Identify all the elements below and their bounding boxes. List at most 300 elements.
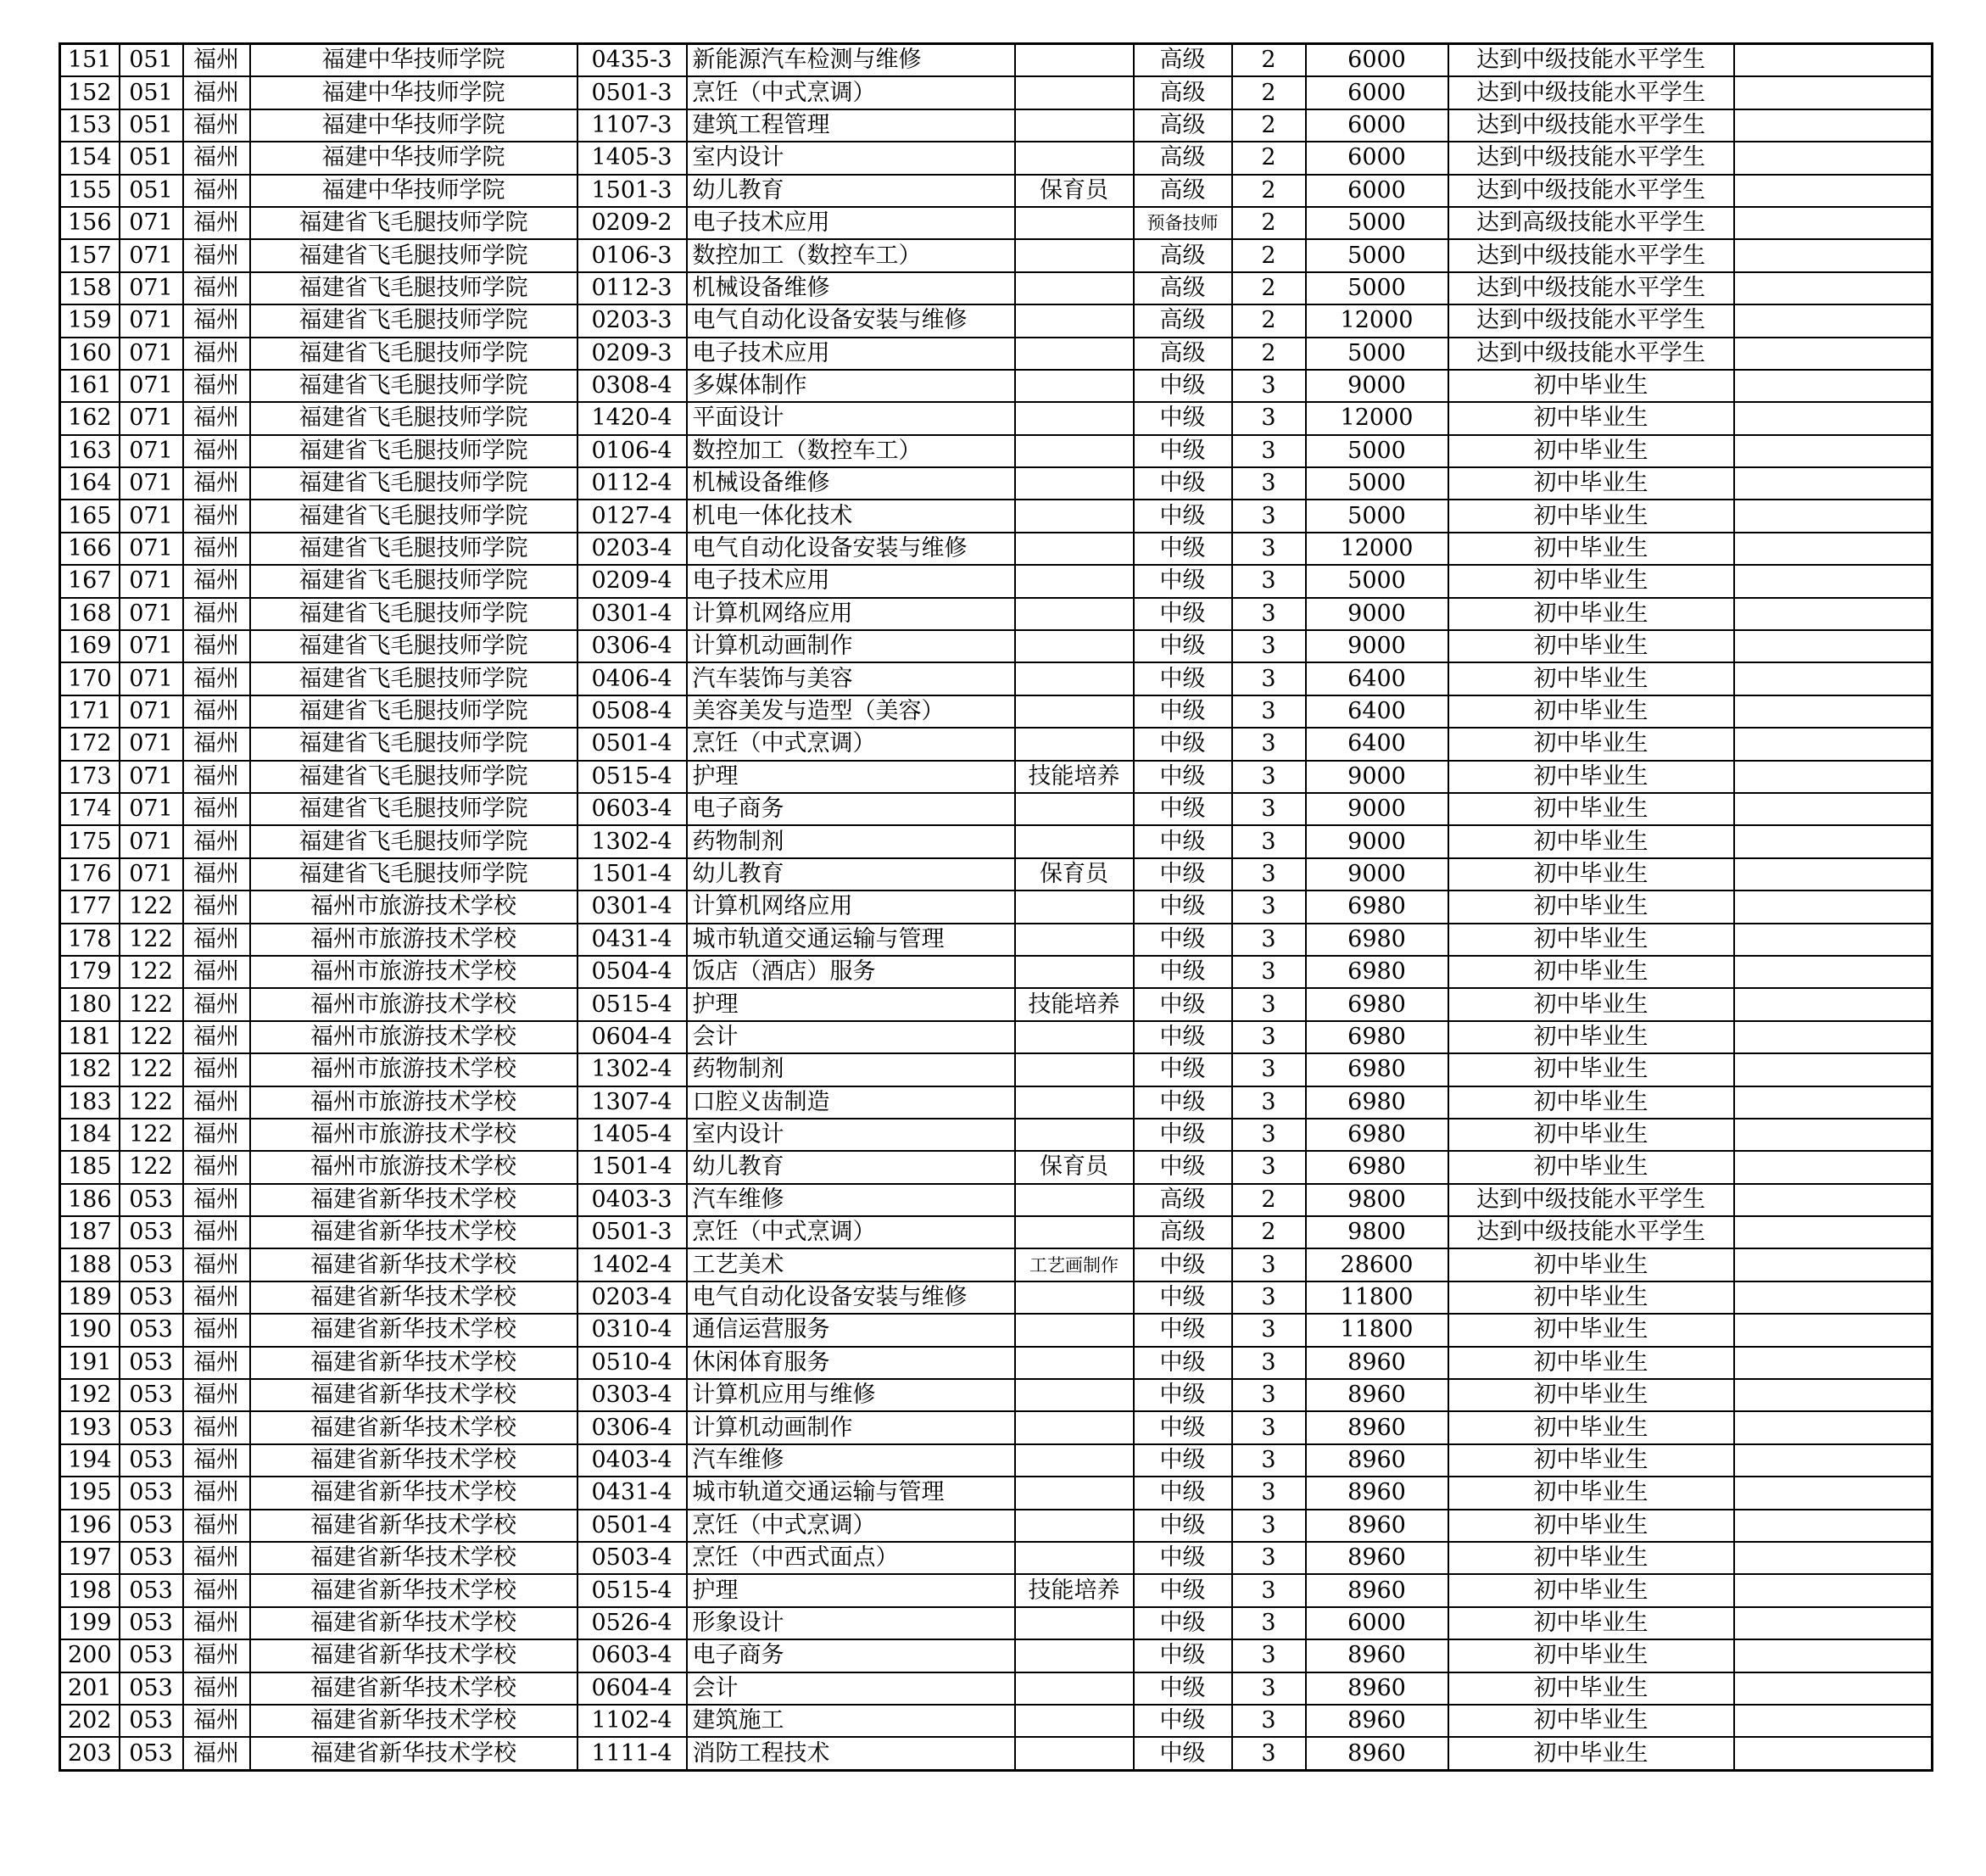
years-cell: 3: [1232, 1672, 1306, 1705]
enrollment-target-cell: 初中毕业生: [1448, 500, 1734, 532]
table-row: [60, 1086, 1933, 1119]
major-name-cell: 烹饪（中式烹调）: [687, 1510, 1015, 1542]
remark-cell: [1734, 988, 1933, 1020]
school-name-cell: 福建中华技师学院: [250, 175, 577, 207]
tuition-cell: 12000: [1306, 304, 1448, 337]
note-cell: [1015, 793, 1134, 825]
city-cell: 福州: [183, 1477, 250, 1509]
seq-number-cell: 178: [60, 924, 120, 956]
major-name-cell: 计算机网络应用: [687, 598, 1015, 630]
tuition-cell: 6980: [1306, 1119, 1448, 1151]
major-code-cell: 0112-3: [577, 272, 687, 304]
major-name-cell: 电子商务: [687, 793, 1015, 825]
remark-cell: [1734, 1510, 1933, 1542]
school-name-cell: 福建省飞毛腿技师学院: [250, 565, 577, 597]
level-cell: 中级: [1134, 500, 1232, 532]
remark-cell: [1734, 924, 1933, 956]
table-row: [60, 1184, 1933, 1216]
level-cell: 中级: [1134, 695, 1232, 728]
remark-cell: [1734, 272, 1933, 304]
years-cell: 2: [1232, 207, 1306, 239]
school-code-cell: 053: [120, 1184, 183, 1216]
major-code-cell: 0306-4: [577, 630, 687, 662]
seq-number-cell: 198: [60, 1574, 120, 1606]
tuition-cell: 6980: [1306, 956, 1448, 988]
major-name-cell: 电子技术应用: [687, 338, 1015, 370]
level-cell: 中级: [1134, 467, 1232, 500]
major-code-cell: 1302-4: [577, 1053, 687, 1086]
years-cell: 3: [1232, 435, 1306, 467]
city-cell: 福州: [183, 1151, 250, 1183]
school-name-cell: 福建省新华技术学校: [250, 1542, 577, 1574]
enrollment-table: [59, 42, 1933, 1772]
level-cell: 中级: [1134, 1119, 1232, 1151]
major-code-cell: 0203-4: [577, 1281, 687, 1314]
major-code-cell: 0301-4: [577, 598, 687, 630]
tuition-cell: 6000: [1306, 142, 1448, 174]
city-cell: 福州: [183, 1184, 250, 1216]
seq-number-cell: 179: [60, 956, 120, 988]
note-cell: [1015, 1379, 1134, 1411]
table-row: [60, 370, 1933, 402]
table-row: [60, 761, 1933, 793]
major-code-cell: 1107-3: [577, 109, 687, 142]
seq-number-cell: 156: [60, 207, 120, 239]
tuition-cell: 12000: [1306, 402, 1448, 434]
tuition-cell: 8960: [1306, 1705, 1448, 1737]
major-name-cell: 汽车维修: [687, 1444, 1015, 1477]
level-cell: 中级: [1134, 435, 1232, 467]
major-name-cell: 建筑工程管理: [687, 109, 1015, 142]
school-code-cell: 053: [120, 1281, 183, 1314]
major-code-cell: 1111-4: [577, 1737, 687, 1770]
major-name-cell: 护理: [687, 1574, 1015, 1606]
school-name-cell: 福建省新华技术学校: [250, 1574, 577, 1606]
school-name-cell: 福建省新华技术学校: [250, 1379, 577, 1411]
school-name-cell: 福建省飞毛腿技师学院: [250, 207, 577, 239]
enrollment-target-cell: 初中毕业生: [1448, 1119, 1734, 1151]
seq-number-cell: 169: [60, 630, 120, 662]
note-cell: [1015, 1347, 1134, 1379]
major-name-cell: 幼儿教育: [687, 858, 1015, 891]
major-code-cell: 0510-4: [577, 1347, 687, 1379]
table-row: [60, 1216, 1933, 1248]
seq-number-cell: 177: [60, 891, 120, 923]
city-cell: 福州: [183, 142, 250, 174]
city-cell: 福州: [183, 695, 250, 728]
table-row: [60, 1248, 1933, 1281]
tuition-cell: 6000: [1306, 76, 1448, 109]
tuition-cell: 5000: [1306, 207, 1448, 239]
major-code-cell: 0310-4: [577, 1314, 687, 1346]
major-name-cell: 建筑施工: [687, 1705, 1015, 1737]
major-name-cell: 幼儿教育: [687, 1151, 1015, 1183]
seq-number-cell: 196: [60, 1510, 120, 1542]
city-cell: 福州: [183, 1510, 250, 1542]
seq-number-cell: 201: [60, 1672, 120, 1705]
major-name-cell: 数控加工（数控车工）: [687, 435, 1015, 467]
table-row: [60, 1151, 1933, 1183]
school-name-cell: 福建省新华技术学校: [250, 1444, 577, 1477]
enrollment-target-cell: 达到中级技能水平学生: [1448, 1184, 1734, 1216]
city-cell: 福州: [183, 304, 250, 337]
years-cell: 3: [1232, 402, 1306, 434]
remark-cell: [1734, 858, 1933, 891]
major-name-cell: 城市轨道交通运输与管理: [687, 924, 1015, 956]
tuition-cell: 8960: [1306, 1477, 1448, 1509]
enrollment-target-cell: 初中毕业生: [1448, 370, 1734, 402]
note-cell: [1015, 695, 1134, 728]
major-code-cell: 0501-3: [577, 76, 687, 109]
table-row: [60, 662, 1933, 695]
years-cell: 3: [1232, 662, 1306, 695]
enrollment-target-cell: 初中毕业生: [1448, 1314, 1734, 1346]
major-name-cell: 多媒体制作: [687, 370, 1015, 402]
tuition-cell: 8960: [1306, 1379, 1448, 1411]
enrollment-target-cell: 初中毕业生: [1448, 858, 1734, 891]
school-code-cell: 053: [120, 1672, 183, 1705]
seq-number-cell: 183: [60, 1086, 120, 1119]
major-code-cell: 0515-4: [577, 988, 687, 1020]
major-code-cell: 0308-4: [577, 370, 687, 402]
remark-cell: [1734, 175, 1933, 207]
school-name-cell: 福建省飞毛腿技师学院: [250, 662, 577, 695]
years-cell: 2: [1232, 304, 1306, 337]
note-cell: [1015, 1639, 1134, 1672]
school-code-cell: 071: [120, 402, 183, 434]
major-name-cell: 电气自动化设备安装与维修: [687, 533, 1015, 565]
enrollment-target-cell: 达到中级技能水平学生: [1448, 338, 1734, 370]
table-row: [60, 1119, 1933, 1151]
table-row: [60, 76, 1933, 109]
tuition-cell: 8960: [1306, 1510, 1448, 1542]
school-name-cell: 福建省新华技术学校: [250, 1216, 577, 1248]
level-cell: 预备技师: [1134, 207, 1232, 239]
major-code-cell: 0431-4: [577, 1477, 687, 1509]
enrollment-target-cell: 初中毕业生: [1448, 1444, 1734, 1477]
school-code-cell: 071: [120, 825, 183, 857]
major-code-cell: 0203-4: [577, 533, 687, 565]
table-row: [60, 1411, 1933, 1443]
school-name-cell: 福州市旅游技术学校: [250, 1086, 577, 1119]
level-cell: 高级: [1134, 44, 1232, 77]
school-name-cell: 福建省飞毛腿技师学院: [250, 695, 577, 728]
enrollment-target-cell: 初中毕业生: [1448, 1574, 1734, 1606]
seq-number-cell: 172: [60, 728, 120, 760]
city-cell: 福州: [183, 728, 250, 760]
school-code-cell: 071: [120, 207, 183, 239]
years-cell: 3: [1232, 891, 1306, 923]
city-cell: 福州: [183, 44, 250, 77]
years-cell: 3: [1232, 761, 1306, 793]
seq-number-cell: 186: [60, 1184, 120, 1216]
school-code-cell: 122: [120, 891, 183, 923]
major-name-cell: 消防工程技术: [687, 1737, 1015, 1770]
enrollment-target-cell: 初中毕业生: [1448, 793, 1734, 825]
note-cell: [1015, 1216, 1134, 1248]
note-cell: [1015, 370, 1134, 402]
city-cell: 福州: [183, 662, 250, 695]
tuition-cell: 6980: [1306, 988, 1448, 1020]
school-code-cell: 053: [120, 1737, 183, 1770]
level-cell: 中级: [1134, 1021, 1232, 1053]
remark-cell: [1734, 1542, 1933, 1574]
tuition-cell: 5000: [1306, 338, 1448, 370]
remark-cell: [1734, 1119, 1933, 1151]
note-cell: [1015, 728, 1134, 760]
seq-number-cell: 190: [60, 1314, 120, 1346]
school-code-cell: 053: [120, 1347, 183, 1379]
enrollment-target-cell: 初中毕业生: [1448, 1248, 1734, 1281]
school-name-cell: 福建中华技师学院: [250, 76, 577, 109]
school-code-cell: 053: [120, 1411, 183, 1443]
tuition-cell: 9000: [1306, 793, 1448, 825]
seq-number-cell: 191: [60, 1347, 120, 1379]
major-name-cell: 休闲体育服务: [687, 1347, 1015, 1379]
school-name-cell: 福建省飞毛腿技师学院: [250, 858, 577, 891]
remark-cell: [1734, 1053, 1933, 1086]
school-code-cell: 053: [120, 1574, 183, 1606]
remark-cell: [1734, 435, 1933, 467]
major-name-cell: 烹饪（中式烹调）: [687, 76, 1015, 109]
remark-cell: [1734, 467, 1933, 500]
level-cell: 中级: [1134, 825, 1232, 857]
enrollment-target-cell: 达到中级技能水平学生: [1448, 109, 1734, 142]
city-cell: 福州: [183, 1021, 250, 1053]
school-name-cell: 福建省新华技术学校: [250, 1347, 577, 1379]
table-row: [60, 467, 1933, 500]
school-code-cell: 122: [120, 1053, 183, 1086]
seq-number-cell: 182: [60, 1053, 120, 1086]
note-cell: [1015, 207, 1134, 239]
enrollment-target-cell: 初中毕业生: [1448, 1086, 1734, 1119]
table-row: [60, 1477, 1933, 1509]
school-name-cell: 福建省新华技术学校: [250, 1510, 577, 1542]
school-name-cell: 福建省飞毛腿技师学院: [250, 467, 577, 500]
note-cell: [1015, 1119, 1134, 1151]
enrollment-target-cell: 初中毕业生: [1448, 630, 1734, 662]
tuition-cell: 11800: [1306, 1314, 1448, 1346]
enrollment-target-cell: 初中毕业生: [1448, 1639, 1734, 1672]
note-cell: [1015, 1477, 1134, 1509]
major-code-cell: 1302-4: [577, 825, 687, 857]
seq-number-cell: 165: [60, 500, 120, 532]
note-cell: [1015, 142, 1134, 174]
city-cell: 福州: [183, 1574, 250, 1606]
enrollment-target-cell: 初中毕业生: [1448, 1347, 1734, 1379]
remark-cell: [1734, 76, 1933, 109]
major-name-cell: 药物制剂: [687, 825, 1015, 857]
school-name-cell: 福州市旅游技术学校: [250, 1151, 577, 1183]
seq-number-cell: 188: [60, 1248, 120, 1281]
tuition-cell: 6400: [1306, 695, 1448, 728]
level-cell: 中级: [1134, 1510, 1232, 1542]
major-code-cell: 0604-4: [577, 1021, 687, 1053]
years-cell: 3: [1232, 1607, 1306, 1639]
table-row: [60, 402, 1933, 434]
school-name-cell: 福州市旅游技术学校: [250, 1021, 577, 1053]
note-cell: [1015, 467, 1134, 500]
remark-cell: [1734, 44, 1933, 77]
major-name-cell: 计算机动画制作: [687, 1411, 1015, 1443]
seq-number-cell: 199: [60, 1607, 120, 1639]
school-name-cell: 福建中华技师学院: [250, 142, 577, 174]
table-row: [60, 304, 1933, 337]
remark-cell: [1734, 533, 1933, 565]
years-cell: 3: [1232, 1639, 1306, 1672]
remark-cell: [1734, 1151, 1933, 1183]
level-cell: 中级: [1134, 533, 1232, 565]
table-row: [60, 109, 1933, 142]
enrollment-target-cell: 初中毕业生: [1448, 825, 1734, 857]
remark-cell: [1734, 825, 1933, 857]
school-name-cell: 福州市旅游技术学校: [250, 956, 577, 988]
years-cell: 2: [1232, 1216, 1306, 1248]
city-cell: 福州: [183, 1607, 250, 1639]
level-cell: 高级: [1134, 1216, 1232, 1248]
major-code-cell: 0604-4: [577, 1672, 687, 1705]
seq-number-cell: 200: [60, 1639, 120, 1672]
note-cell: 技能培养: [1015, 1574, 1134, 1606]
enrollment-target-cell: 达到中级技能水平学生: [1448, 175, 1734, 207]
school-name-cell: 福建省飞毛腿技师学院: [250, 598, 577, 630]
enrollment-target-cell: 初中毕业生: [1448, 1607, 1734, 1639]
remark-cell: [1734, 565, 1933, 597]
remark-cell: [1734, 793, 1933, 825]
years-cell: 3: [1232, 500, 1306, 532]
note-cell: 保育员: [1015, 175, 1134, 207]
major-name-cell: 幼儿教育: [687, 175, 1015, 207]
school-name-cell: 福建省新华技术学校: [250, 1737, 577, 1770]
school-code-cell: 071: [120, 467, 183, 500]
school-code-cell: 051: [120, 44, 183, 77]
table-row: [60, 435, 1933, 467]
tuition-cell: 8960: [1306, 1574, 1448, 1606]
level-cell: 中级: [1134, 728, 1232, 760]
table-row: [60, 1542, 1933, 1574]
major-name-cell: 室内设计: [687, 1119, 1015, 1151]
note-cell: [1015, 1672, 1134, 1705]
major-code-cell: 0435-3: [577, 44, 687, 77]
seq-number-cell: 159: [60, 304, 120, 337]
major-name-cell: 计算机网络应用: [687, 891, 1015, 923]
remark-cell: [1734, 1574, 1933, 1606]
level-cell: 中级: [1134, 1542, 1232, 1574]
school-code-cell: 053: [120, 1444, 183, 1477]
table-row: [60, 1347, 1933, 1379]
major-name-cell: 电子技术应用: [687, 565, 1015, 597]
level-cell: 中级: [1134, 1248, 1232, 1281]
table-row: [60, 630, 1933, 662]
tuition-cell: 9000: [1306, 598, 1448, 630]
school-code-cell: 122: [120, 1119, 183, 1151]
tuition-cell: 9000: [1306, 630, 1448, 662]
seq-number-cell: 185: [60, 1151, 120, 1183]
note-cell: [1015, 1705, 1134, 1737]
tuition-cell: 6400: [1306, 728, 1448, 760]
major-code-cell: 1420-4: [577, 402, 687, 434]
school-name-cell: 福建省新华技术学校: [250, 1705, 577, 1737]
seq-number-cell: 151: [60, 44, 120, 77]
level-cell: 中级: [1134, 1607, 1232, 1639]
remark-cell: [1734, 1737, 1933, 1770]
school-name-cell: 福建省新华技术学校: [250, 1184, 577, 1216]
seq-number-cell: 202: [60, 1705, 120, 1737]
level-cell: 高级: [1134, 272, 1232, 304]
city-cell: 福州: [183, 1119, 250, 1151]
school-name-cell: 福建省新华技术学校: [250, 1314, 577, 1346]
seq-number-cell: 192: [60, 1379, 120, 1411]
enrollment-target-cell: 初中毕业生: [1448, 1053, 1734, 1086]
level-cell: 中级: [1134, 956, 1232, 988]
remark-cell: [1734, 662, 1933, 695]
note-cell: 保育员: [1015, 858, 1134, 891]
tuition-cell: 8960: [1306, 1542, 1448, 1574]
major-name-cell: 电子商务: [687, 1639, 1015, 1672]
remark-cell: [1734, 1411, 1933, 1443]
tuition-cell: 6980: [1306, 891, 1448, 923]
level-cell: 中级: [1134, 793, 1232, 825]
school-code-cell: 071: [120, 793, 183, 825]
city-cell: 福州: [183, 1248, 250, 1281]
city-cell: 福州: [183, 435, 250, 467]
remark-cell: [1734, 598, 1933, 630]
table-row: [60, 1281, 1933, 1314]
years-cell: 3: [1232, 467, 1306, 500]
enrollment-target-cell: 初中毕业生: [1448, 1477, 1734, 1509]
years-cell: 3: [1232, 1021, 1306, 1053]
city-cell: 福州: [183, 825, 250, 857]
major-name-cell: 形象设计: [687, 1607, 1015, 1639]
seq-number-cell: 161: [60, 370, 120, 402]
school-name-cell: 福州市旅游技术学校: [250, 1053, 577, 1086]
table-row: [60, 1672, 1933, 1705]
major-code-cell: 0106-3: [577, 239, 687, 271]
tuition-cell: 6980: [1306, 1086, 1448, 1119]
level-cell: 高级: [1134, 109, 1232, 142]
major-name-cell: 会计: [687, 1672, 1015, 1705]
tuition-cell: 6980: [1306, 1151, 1448, 1183]
school-code-cell: 053: [120, 1542, 183, 1574]
table-row: [60, 1053, 1933, 1086]
seq-number-cell: 189: [60, 1281, 120, 1314]
remark-cell: [1734, 142, 1933, 174]
major-name-cell: 数控加工（数控车工）: [687, 239, 1015, 271]
major-code-cell: 0508-4: [577, 695, 687, 728]
remark-cell: [1734, 728, 1933, 760]
school-code-cell: 053: [120, 1314, 183, 1346]
level-cell: 中级: [1134, 1639, 1232, 1672]
major-name-cell: 新能源汽车检测与维修: [687, 44, 1015, 77]
school-code-cell: 122: [120, 988, 183, 1020]
note-cell: [1015, 1314, 1134, 1346]
tuition-cell: 9000: [1306, 858, 1448, 891]
school-code-cell: 071: [120, 728, 183, 760]
level-cell: 高级: [1134, 175, 1232, 207]
table-row: [60, 239, 1933, 271]
city-cell: 福州: [183, 598, 250, 630]
major-code-cell: 1501-4: [577, 1151, 687, 1183]
remark-cell: [1734, 1184, 1933, 1216]
city-cell: 福州: [183, 1705, 250, 1737]
remark-cell: [1734, 1444, 1933, 1477]
tuition-cell: 8960: [1306, 1672, 1448, 1705]
major-code-cell: 0403-4: [577, 1444, 687, 1477]
enrollment-target-cell: 达到中级技能水平学生: [1448, 272, 1734, 304]
years-cell: 3: [1232, 370, 1306, 402]
level-cell: 中级: [1134, 402, 1232, 434]
note-cell: [1015, 630, 1134, 662]
